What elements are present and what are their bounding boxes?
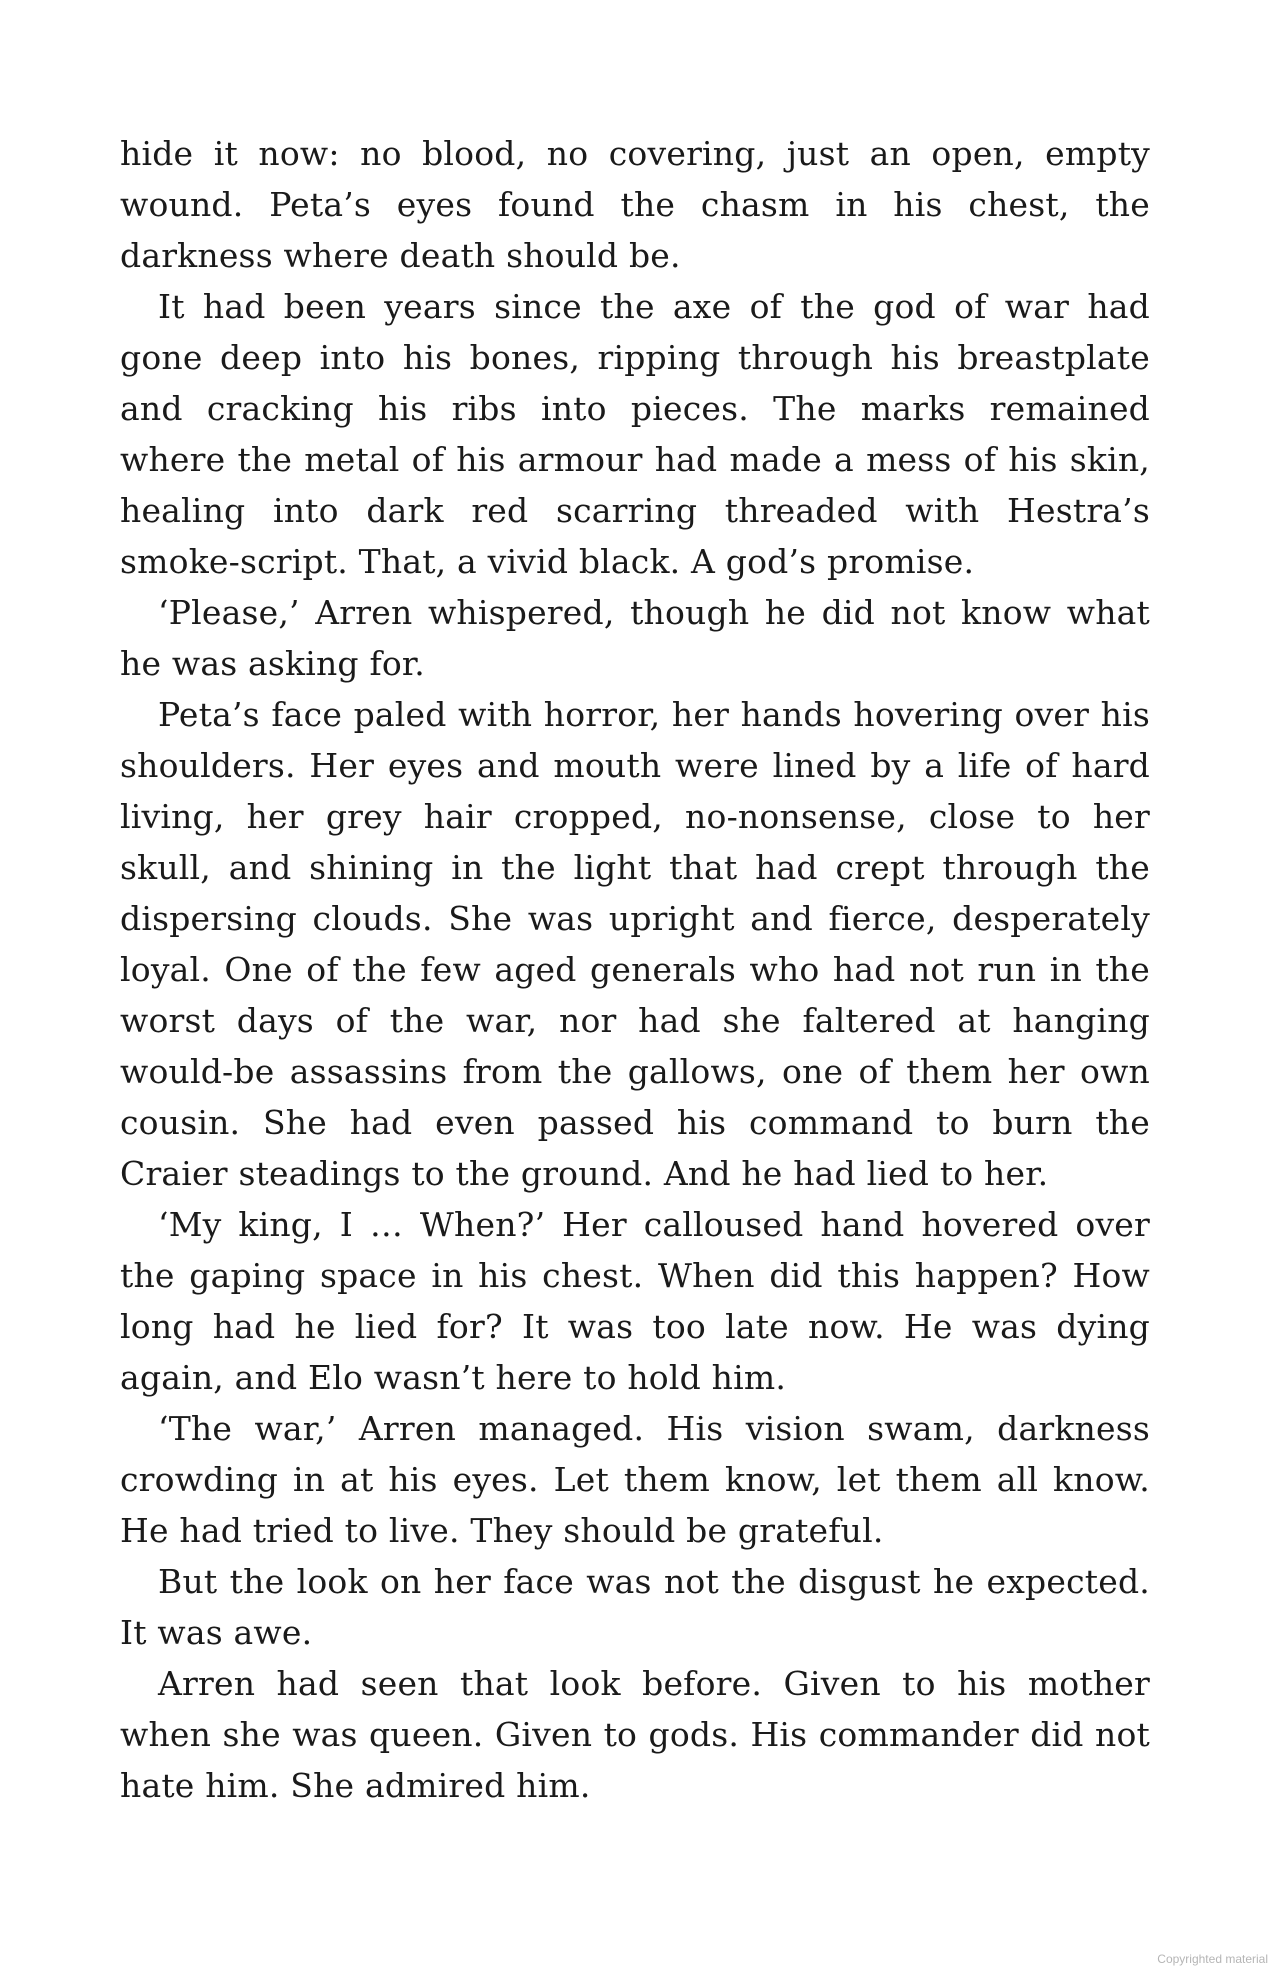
copyright-watermark: Copyrighted material (1157, 1952, 1268, 1966)
paragraph-1: hide it now: no blood, no covering, just an open, empty wound. Peta’s eyes found the chasm in his chest, the darkness where death should be. (120, 134, 1150, 275)
paragraph-8: Arren had seen that look before. Given to his mother when she was queen. Given to gods. His commander did not hate him. She admired him. (120, 1664, 1150, 1805)
paragraph-3: ‘Please,’ Arren whispered, though he did not know what he was asking for. (120, 593, 1150, 683)
paragraph-7: But the look on her face was not the disgust he expected. It was awe. (120, 1562, 1150, 1652)
paragraph-6: ‘The war,’ Arren managed. His vision swam, darkness crowding in at his eyes. Let them know, let them all know. He had tried to live. They should be grateful. (120, 1409, 1150, 1550)
book-page-text (120, 128, 1150, 1811)
paragraph-5: ‘My king, I … When?’ Her calloused hand hovered over the gaping space in his chest. When did this happen? How long had he lied for? It was too late now. He was dying again, and Elo wasn’t here to hold him. (120, 1205, 1150, 1397)
paragraph-4: Peta’s face paled with horror, her hands hovering over his shoulders. Her eyes and mouth were lined by a life of hard living, her grey hair cropped, no-nonsense, close to her skull, and shining in the light that had crept through the dispersing clouds. She was upright and fierce, desperately loyal. One of the few aged generals who had not run in the worst days of the war, nor had she faltered at hanging would-be assassins from the gallows, one of them her own cousin. She had even passed his command to burn the Craier steadings to the ground. And he had lied to her. (120, 695, 1150, 1193)
paragraph-2: It had been years since the axe of the god of war had gone deep into his bones, ripping through his breastplate and cracking his ribs into pieces. The marks remained where the metal of his armour had made a mess of his skin, healing into dark red scarring threaded with Hestra’s smoke-script. That, a vivid black. A god’s promise. (120, 287, 1150, 581)
